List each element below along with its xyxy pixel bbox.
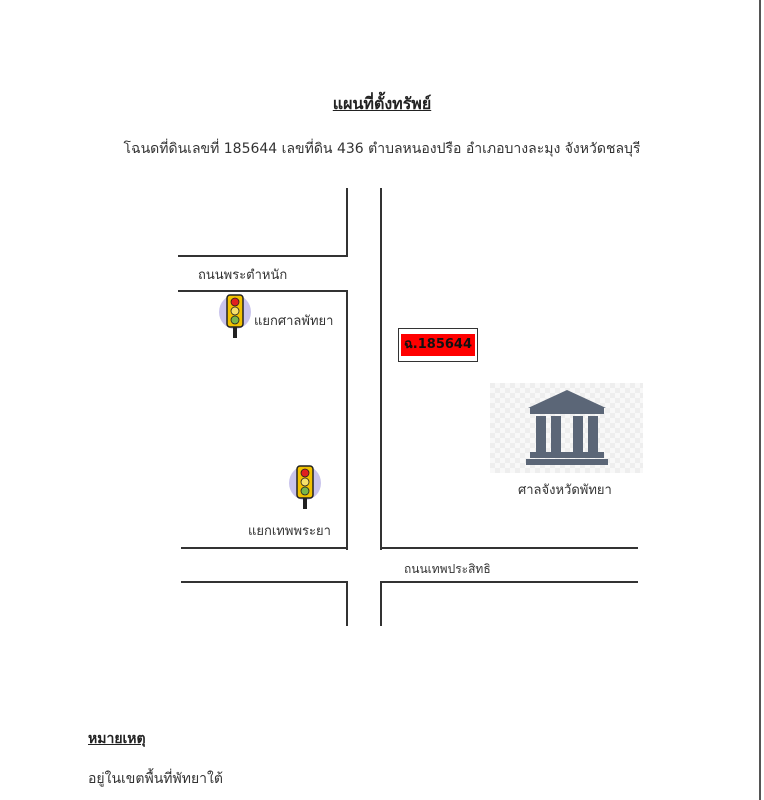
courthouse-label: ศาลจังหวัดพัทยา — [518, 483, 612, 498]
upper-road-bottom-edge — [178, 290, 348, 292]
lower-junction-label: แยกเทพพระยา — [248, 524, 331, 539]
notes-text: อยู่ในเขตพื้นที่พัทยาใต้ — [88, 771, 223, 787]
page-title: แผนที่ตั้งทรัพย์ — [332, 94, 432, 113]
upper-junction-label: แยกศาลพัทยา — [254, 314, 334, 329]
vertical-road-left-edge-middle — [346, 290, 348, 550]
lower-road-bottom-edge-right — [380, 581, 638, 583]
upper-road-name: ถนนพระตำหนัก — [198, 268, 288, 283]
notes-heading: หมายเหตุ — [88, 731, 146, 747]
traffic-light-icon — [218, 292, 252, 340]
page-border — [759, 0, 761, 800]
vertical-road-right-edge-bottom — [380, 583, 382, 626]
lower-road-top-edge-left — [181, 547, 348, 549]
lower-road-bottom-edge-left — [181, 581, 348, 583]
upper-road-top-edge — [178, 255, 348, 257]
vertical-road-left-edge-bottom — [346, 583, 348, 626]
lower-road-name: ถนนเทพประสิทธิ — [404, 562, 491, 576]
lower-road-top-edge-right — [380, 547, 638, 549]
vertical-road-left-edge-top — [346, 188, 348, 256]
traffic-light-icon — [288, 463, 322, 511]
parcel-marker — [398, 328, 478, 362]
courthouse-icon — [524, 388, 610, 468]
parcel-label: ฉ.185644 — [401, 334, 475, 356]
deed-description: โฉนดที่ดินเลขที่ 185644 เลขที่ดิน 436 ตำบลหนองปรือ อำเภอบางละมุง จังหวัดชลบุรี — [123, 141, 641, 157]
vertical-road-right-edge-top — [380, 188, 382, 550]
